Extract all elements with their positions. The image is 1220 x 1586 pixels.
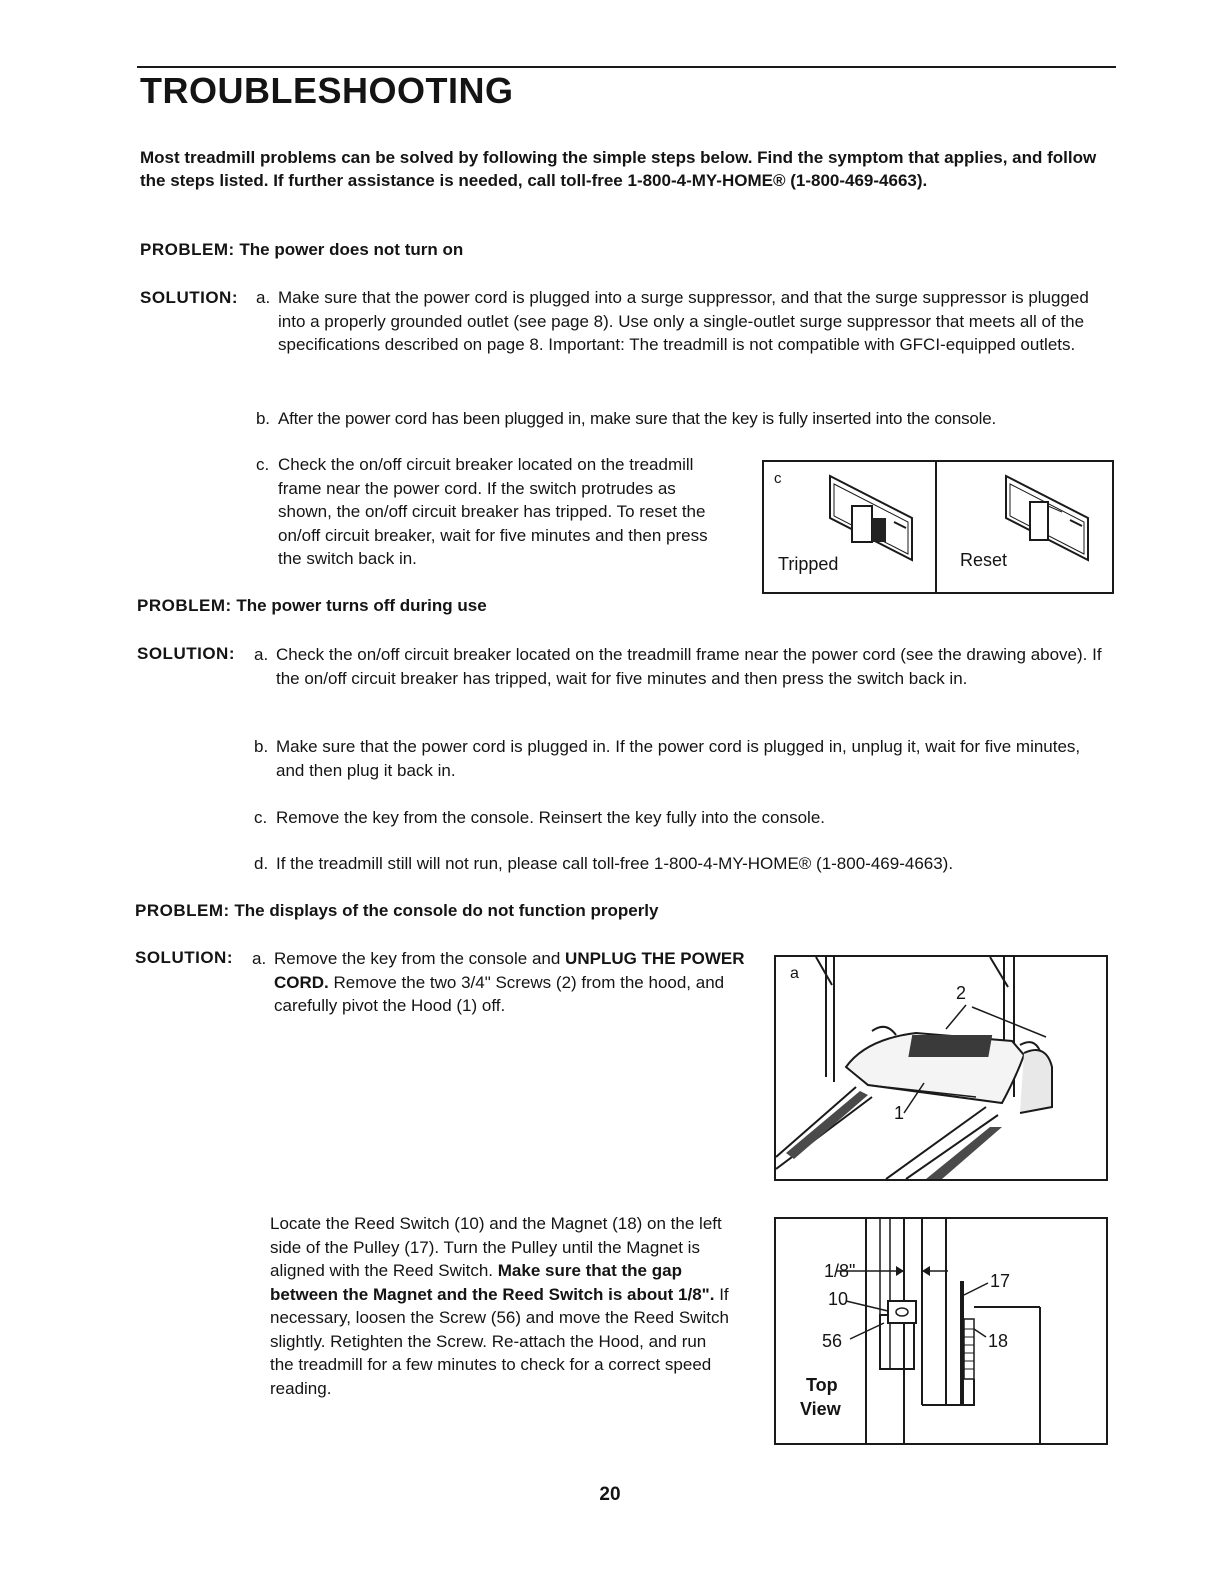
step-text: Make sure that the power cord is plugged in. If the power cord is plugged in, unplug it, wait for five minutes, and then plug it back in.: [276, 737, 1081, 780]
solution-2-label: SOLUTION:: [137, 644, 235, 663]
step-text: Make sure that the power cord is plugged into a surge suppressor, and that the surge suppressor is plugged into a properly grounded outlet (see page 8). Use only a single-outlet surge suppressor that meets all of the specifications described on page 8. Important: The treadmill is not compatible with GFCI-equipped outlets.: [278, 288, 1089, 354]
step-letter: b.: [256, 409, 270, 428]
step-text: If the treadmill still will not run, please call toll-free 1-800-4-MY-HOME® (1-800-469-4663).: [276, 854, 954, 873]
step-letter: c.: [254, 808, 268, 827]
step-emphasis: Make sure that the gap between the Magnet and the Reed Switch is about 1/8".: [270, 1261, 715, 1304]
page-title: TROUBLESHOOTING: [140, 70, 514, 111]
reset-label: Reset: [960, 550, 1008, 570]
step-text: Remove the key from the console. Reinsert the key fully into the console.: [276, 808, 825, 827]
solution-2-step-d: [254, 852, 1104, 876]
step-text: After the power cord has been plugged in, make sure that the key is fully inserted into the console.: [278, 409, 997, 428]
view-label-view: View: [800, 1399, 841, 1419]
solution-2-step-c: [254, 806, 1104, 830]
problem-2: [137, 596, 487, 616]
step-text: If necessary, loosen the Screw (56) and move the Reed Switch slightly. Retighten the Screw. Re-attach the Hood, and run the treadmill for a few minutes to check for a correct speed reading.: [270, 1284, 729, 1398]
step-warning: UNPLUG THE POWER CORD.: [274, 949, 745, 992]
problem-3: [135, 901, 659, 921]
solution-3-step-a: [252, 947, 752, 1018]
callout-screw: 2: [956, 983, 967, 1003]
step-text: Remove the key from the console and: [274, 949, 566, 968]
callout-hood: 1: [894, 1103, 905, 1123]
gap-label: 1/8": [824, 1261, 856, 1281]
step-text: Remove the two 3/4" Screws (2) from the hood, and carefully pivot the Hood (1) off.: [274, 972, 725, 1015]
hood-figure: [774, 955, 1108, 1181]
step-letter: d.: [254, 854, 269, 873]
solution-2-step-a: [254, 643, 1104, 690]
tripped-label: Tripped: [778, 554, 839, 574]
solution-1-step-c: [256, 453, 726, 571]
problem-label: PROBLEM:: [137, 596, 232, 615]
step-letter: b.: [254, 737, 269, 756]
step-letter: a.: [254, 645, 269, 664]
step-text: Locate the Reed Switch (10) and the Magnet (18) on the left side of the Pulley (17). Turn the Pulley until the Magnet is aligned with the Reed Switch.: [270, 1214, 722, 1280]
step-letter: c.: [256, 455, 270, 474]
figure-letter: c: [774, 470, 782, 487]
problem-1-text: The power does not turn on: [239, 240, 464, 259]
solution-2-step-b: [254, 735, 1104, 782]
figure-letter: a: [790, 965, 799, 982]
magnet-label: 18: [988, 1331, 1009, 1351]
view-label-top: Top: [806, 1375, 838, 1395]
problem-3-text: The displays of the console do not function properly: [234, 901, 659, 920]
reed-switch-figure: [774, 1217, 1108, 1445]
solution-1-step-a: [256, 286, 1116, 357]
reset-switch-drawing: [1006, 476, 1088, 560]
step-letter: a.: [256, 288, 271, 307]
page-number: 20: [599, 1484, 621, 1505]
step-text: Check the on/off circuit breaker located on the treadmill frame near the power cord. If the switch protrudes as shown, the on/off circuit breaker has tripped. To reset the on/off circuit breaker, wait for five minutes and then press the switch back in.: [278, 455, 708, 568]
pulley-label: 17: [990, 1271, 1011, 1291]
step-text: Check the on/off circuit breaker located on the treadmill frame near the power cord (see the drawing above). If the on/off circuit breaker has tripped, wait for five minutes and then press the switch back in.: [276, 645, 1102, 688]
problem-label: PROBLEM:: [135, 901, 230, 920]
step-letter: a.: [252, 949, 267, 968]
breaker-figure: [762, 460, 1114, 594]
tripped-switch-drawing: [830, 476, 912, 560]
reed-switch-label: 10: [828, 1289, 849, 1309]
problem-label: PROBLEM:: [140, 240, 235, 259]
title-rule: [137, 66, 1116, 68]
screw-label: 56: [822, 1331, 843, 1351]
solution-3-step-b: [270, 1212, 732, 1400]
solution-1-step-b: [256, 407, 1116, 431]
solution-3-label: SOLUTION:: [135, 948, 233, 967]
solution-1-label: SOLUTION:: [140, 288, 238, 307]
problem-2-text: The power turns off during use: [236, 596, 487, 615]
hood-drawing: [776, 957, 1106, 1179]
intro-paragraph: Most treadmill problems can be solved by following the simple steps below. Find the symptom that applies, and follow the steps listed. If further assistance is needed, call toll-free 1-800-4-MY-HOME® (1-800-469-4663).: [140, 148, 1097, 190]
problem-1: [140, 240, 463, 260]
